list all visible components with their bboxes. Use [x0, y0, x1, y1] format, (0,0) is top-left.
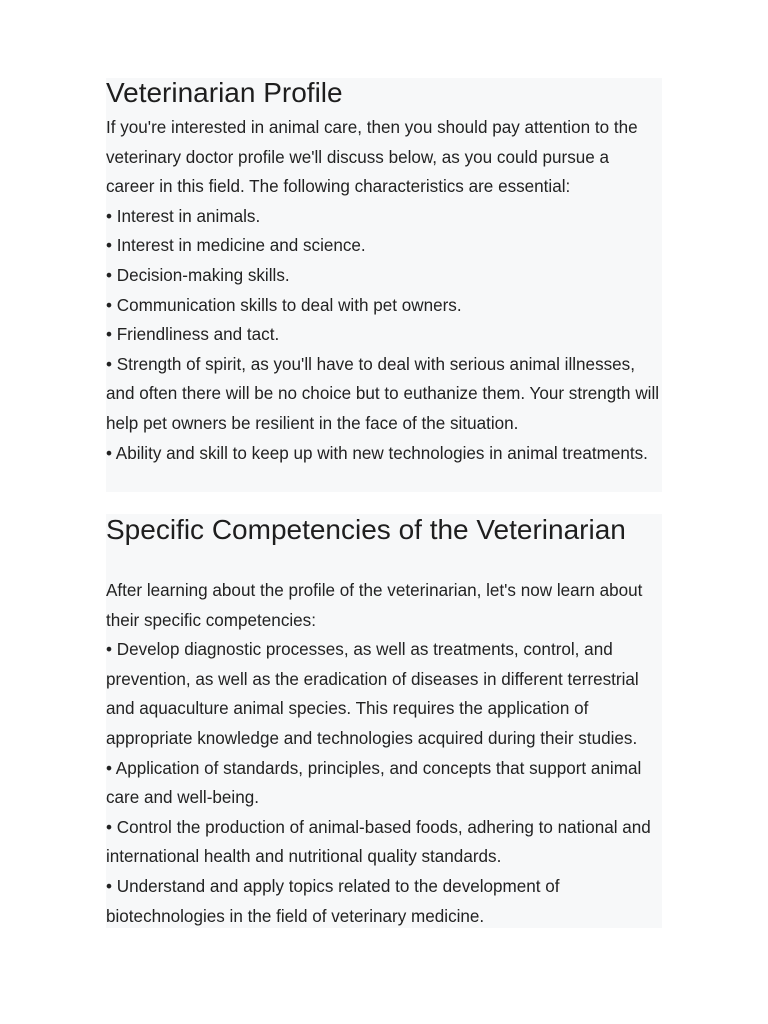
list-item: • Decision-making skills.: [106, 265, 290, 285]
intro-paragraph: If you're interested in animal care, then you should pay attention to the veterinary doctor profile we'll discuss below, as you could pursue a career in this field. The following characteristics are essential:: [106, 118, 638, 197]
section-body: [106, 113, 662, 468]
list-item: • Control the production of animal-based foods, adhering to national and international health and nutritional quality standards.: [106, 817, 651, 867]
list-item: • Strength of spirit, as you'll have to deal with serious animal illnesses, and often there will be no choice but to euthanize them. Your strength will help pet owners be resilient in the face of the situation.: [106, 354, 660, 433]
section-heading: Specific Competencies of the Veterinarian: [106, 514, 626, 545]
section-specific-competencies: [106, 514, 662, 928]
section-heading: Veterinarian Profile: [106, 77, 343, 108]
list-item: • Application of standards, principles, and concepts that support animal care and well-being.: [106, 758, 642, 808]
section-veterinarian-profile: [106, 78, 662, 492]
list-item: • Understand and apply topics related to the development of biotechnologies in the field of veterinary medicine.: [106, 876, 560, 926]
intro-paragraph: After learning about the profile of the veterinarian, let's now learn about their specific competencies:: [106, 581, 643, 630]
list-item: • Develop diagnostic processes, as well as treatments, control, and prevention, as well as the eradication of diseases in different terrestrial and aquaculture animal species. This requires the application of appropriate knowledge and technologies acquired during their studies.: [106, 640, 639, 748]
list-item: • Ability and skill to keep up with new technologies in animal treatments.: [106, 443, 648, 463]
list-item: • Communication skills to deal with pet owners.: [106, 295, 462, 315]
list-item: • Friendliness and tact.: [106, 325, 280, 345]
list-item: • Interest in medicine and science.: [106, 236, 366, 256]
list-item: • Interest in animals.: [106, 206, 261, 226]
section-body: [106, 576, 662, 931]
